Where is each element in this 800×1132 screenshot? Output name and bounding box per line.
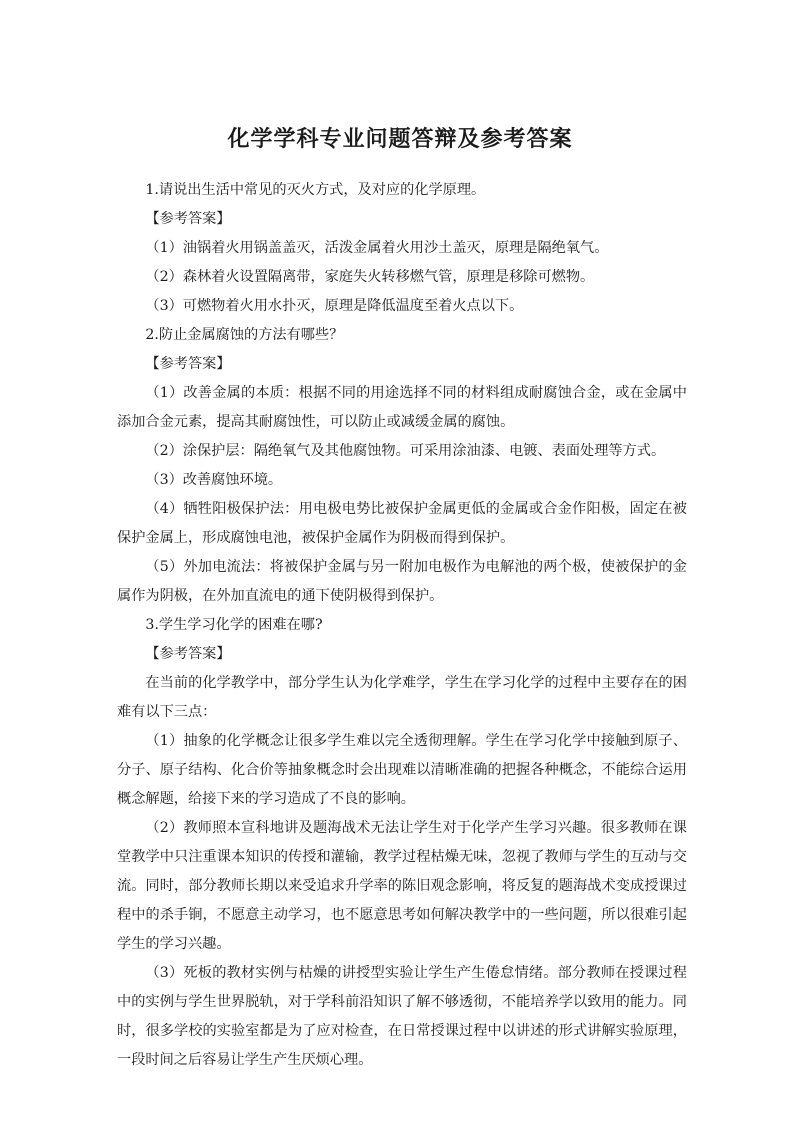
answer-2-item-3: （3）改善腐蚀环境。	[145, 472, 283, 488]
answer-1-item-3: （3）可燃物着火用水扑灭，原理是降低温度至着火点以下。	[145, 298, 524, 314]
answer-label-3: 【参考答案】	[145, 646, 231, 662]
question-2: 2.防止金属腐蚀的方法有哪些？	[145, 327, 344, 343]
answer-1-item-2: （2）森林着火设置隔离带，家庭失火转移燃气管，原理是移除可燃物。	[145, 269, 595, 285]
answer-3-item-1: （1）抽象的化学概念让很多学生难以完全透彻理解。学生在学习化学中接触到原子、分子、原子结构、化合价等抽象概念时会出现难以清晰准确的把握各种概念，不能综合运用概念解题，给接下来的学习造成了不良的影响。	[117, 733, 687, 807]
answer-label-2: 【参考答案】	[145, 356, 231, 372]
answer-2-item-1: （1）改善金属的本质：根据不同的用途选择不同的材料组成耐腐蚀合金，或在金属中添加合金元素，提高其耐腐蚀性，可以防止或减缓金属的腐蚀。	[117, 385, 687, 430]
answer-2-item-2: （2）涂保护层：隔绝氧气及其他腐蚀物。可采用涂油漆、电镀、表面处理等方式。	[145, 443, 666, 459]
question-3: 3.学生学习化学的困难在哪?	[145, 617, 323, 633]
question-1: 1.请说出生活中常见的灭火方式，及对应的化学原理。	[145, 182, 486, 198]
answer-2-item-5: （5）外加电流法：将被保护金属与另一附加电极作为电解池的两个极，使被保护的金属作为阴极，在外加直流电的通下使阴极得到保护。	[117, 559, 687, 604]
answer-3-intro: 在当前的化学教学中，部分学生认为化学难学，学生在学习化学的过程中主要存在的困难有以下三点：	[117, 675, 687, 720]
answer-2-item-4: （4）牺牲阳极保护法：用电极电势比被保护金属更低的金属或合金作阳极，固定在被保护金属上，形成腐蚀电池，被保护金属作为阴极而得到保护。	[117, 501, 687, 546]
document-body	[117, 176, 687, 1075]
document-title: 化学学科专业问题答辩及参考答案	[227, 127, 573, 152]
answer-3-item-3: （3）死板的教材实例与枯燥的讲授型实验让学生产生倦怠情绪。部分教师在授课过程中的实例与学生世界脱轨，对于学科前沿知识了解不够透彻，不能培养学以致用的能力。同时，很多学校的实验室都是为了应对检查，在日常授课过程中以讲述的形式讲解实验原理，一段时间之后容易让学生产生厌烦心理。	[117, 965, 687, 1068]
answer-3-item-2: （2）教师照本宣科地讲及题海战术无法让学生对于化学产生学习兴趣。很多教师在课堂教学中只注重课本知识的传授和灌输，教学过程枯燥无味，忽视了教师与学生的互动与交流。同时，部分教师长期以来受追求升学率的陈旧观念影响，将反复的题海战术变成授课过程中的杀手锏，不愿意主动学习，也不愿意思考如何解决教学中的一些问题，所以很难引起学生的学习兴趣。	[117, 820, 687, 952]
answer-label-1: 【参考答案】	[145, 211, 231, 227]
answer-1-item-1: （1）油锅着火用锅盖盖灭，活泼金属着火用沙土盖灭，原理是隔绝氧气。	[145, 240, 609, 256]
